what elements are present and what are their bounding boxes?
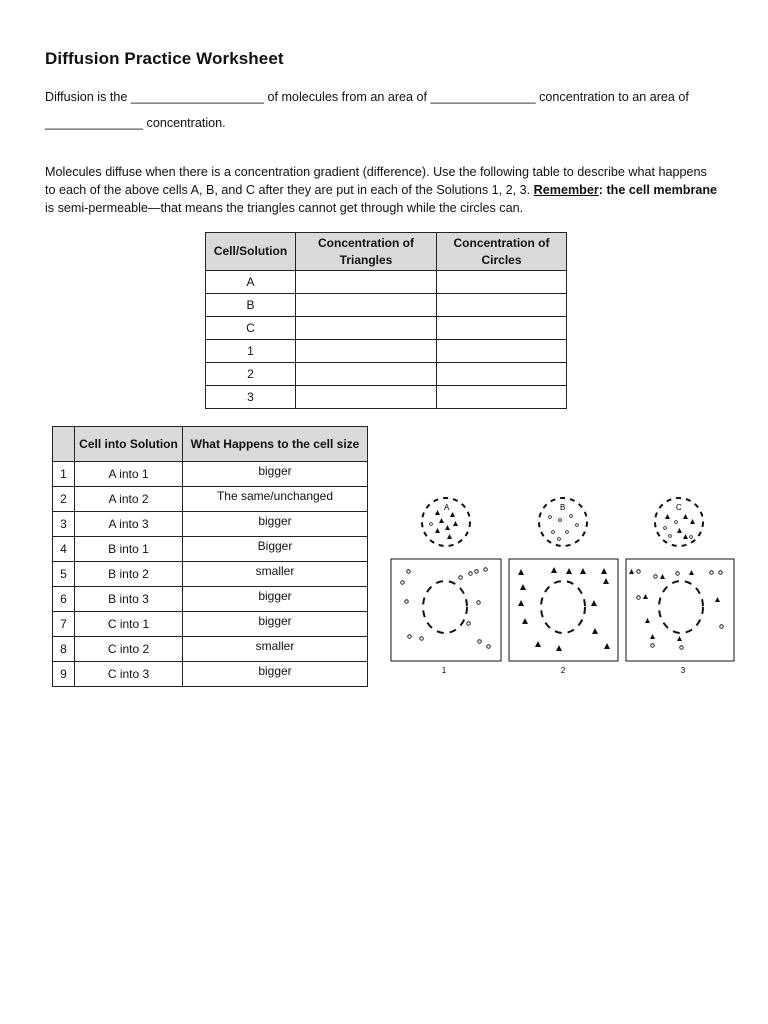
row-number: 4 xyxy=(53,537,75,562)
cell-a xyxy=(422,498,470,546)
instructions-line-2-text: to each of the above cells A, B, and C after they are put in each of the Solutions 1, 2, 3. xyxy=(45,183,534,197)
row-label: 1 xyxy=(206,340,296,363)
answer-cell-circles[interactable] xyxy=(437,340,567,363)
table-row xyxy=(53,587,368,612)
solution-3 xyxy=(626,559,734,675)
cell-into-solution: C into 1 xyxy=(75,612,183,637)
answer-cell-circles[interactable] xyxy=(437,294,567,317)
row-number: 7 xyxy=(53,612,75,637)
intro-line-1: Diffusion is the ___________________ of molecules from an area of _______________ concentration to an area of xyxy=(45,90,689,104)
cell-into-solution: B into 3 xyxy=(75,587,183,612)
solution-2 xyxy=(509,559,618,675)
table-row xyxy=(53,512,368,537)
row-label: 2 xyxy=(206,363,296,386)
answer-cell-triangles[interactable] xyxy=(296,317,437,340)
row-number: 6 xyxy=(53,587,75,612)
cell-size-answer[interactable]: bigger xyxy=(183,587,368,612)
row-label: C xyxy=(206,317,296,340)
header-cell-size: What Happens to the cell size xyxy=(183,427,368,462)
answer-cell-circles[interactable] xyxy=(437,317,567,340)
remember-label: Remember xyxy=(533,183,599,197)
table-row xyxy=(53,662,368,687)
answer-cell-triangles[interactable] xyxy=(296,340,437,363)
solution-label-3: 3 xyxy=(680,666,686,675)
cell-size-answer[interactable]: bigger xyxy=(183,512,368,537)
table-row xyxy=(206,386,567,409)
table-row xyxy=(53,612,368,637)
cell-label-a: A xyxy=(444,503,450,512)
answer-cell-triangles[interactable] xyxy=(296,363,437,386)
cell-label-b: B xyxy=(560,503,566,512)
answer-cell-triangles[interactable] xyxy=(296,271,437,294)
worksheet-title: Diffusion Practice Worksheet xyxy=(45,49,284,68)
cell-into-solution: C into 3 xyxy=(75,662,183,687)
instructions-line-3: is semi-permeable—that means the triangles cannot get through while the circles can. xyxy=(45,201,524,215)
cell-size-answer[interactable]: smaller xyxy=(183,637,368,662)
row-number: 3 xyxy=(53,512,75,537)
cell-into-solution: C into 2 xyxy=(75,637,183,662)
header-cell-solution: Cell/Solution xyxy=(206,233,296,271)
row-number: 1 xyxy=(53,462,75,487)
table-row xyxy=(206,271,567,294)
table-row xyxy=(53,562,368,587)
table-row xyxy=(53,462,368,487)
answer-cell-circles[interactable] xyxy=(437,271,567,294)
cell-into-solution: A into 3 xyxy=(75,512,183,537)
cell-b xyxy=(539,498,587,546)
cell-c xyxy=(655,498,703,546)
table-row xyxy=(53,487,368,512)
solution-1 xyxy=(391,559,501,675)
answer-cell-circles[interactable] xyxy=(437,363,567,386)
row-number: 5 xyxy=(53,562,75,587)
cell-size-answer[interactable]: bigger xyxy=(183,612,368,637)
cell-into-solution: B into 2 xyxy=(75,562,183,587)
results-table xyxy=(52,426,368,687)
answer-cell-triangles[interactable] xyxy=(296,386,437,409)
header-cell-into-solution: Cell into Solution xyxy=(75,427,183,462)
row-number: 9 xyxy=(53,662,75,687)
solution-label-1: 1 xyxy=(441,666,447,675)
cell-size-answer[interactable]: smaller xyxy=(183,562,368,587)
answer-cell-circles[interactable] xyxy=(437,386,567,409)
table-row xyxy=(206,363,567,386)
cell-size-answer[interactable]: bigger xyxy=(183,462,368,487)
solution-label-2: 2 xyxy=(560,666,566,675)
cell-size-answer[interactable]: The same/unchanged xyxy=(183,487,368,512)
answer-cell-triangles[interactable] xyxy=(296,294,437,317)
instructions-line-2 xyxy=(45,181,717,199)
instructions-line-1: Molecules diffuse when there is a concentration gradient (difference). Use the following table to describe what happens xyxy=(45,165,707,179)
row-number: 8 xyxy=(53,637,75,662)
cell-size-answer[interactable]: Bigger xyxy=(183,537,368,562)
results-table-header xyxy=(53,427,368,462)
cell-size-answer[interactable]: bigger xyxy=(183,662,368,687)
header-concentration-circles: Concentration of Circles xyxy=(437,233,567,271)
cell-into-solution: B into 1 xyxy=(75,537,183,562)
table-row xyxy=(206,317,567,340)
concentration-table-header xyxy=(206,233,567,271)
cell-into-solution: A into 1 xyxy=(75,462,183,487)
row-number: 2 xyxy=(53,487,75,512)
row-label: B xyxy=(206,294,296,317)
cell-label-c: C xyxy=(676,503,682,512)
cells-and-solutions-diagram xyxy=(385,490,737,680)
intro-line-2: ______________ concentration. xyxy=(45,116,226,130)
table-row xyxy=(206,294,567,317)
table-row xyxy=(53,537,368,562)
header-concentration-triangles: Concentration of Triangles xyxy=(296,233,437,271)
table-row xyxy=(53,637,368,662)
cell-into-solution: A into 2 xyxy=(75,487,183,512)
concentration-table xyxy=(205,232,567,409)
table-row xyxy=(206,340,567,363)
remember-text: : the cell membrane xyxy=(598,183,718,197)
row-label: 3 xyxy=(206,386,296,409)
row-label: A xyxy=(206,271,296,294)
header-number xyxy=(53,427,75,462)
